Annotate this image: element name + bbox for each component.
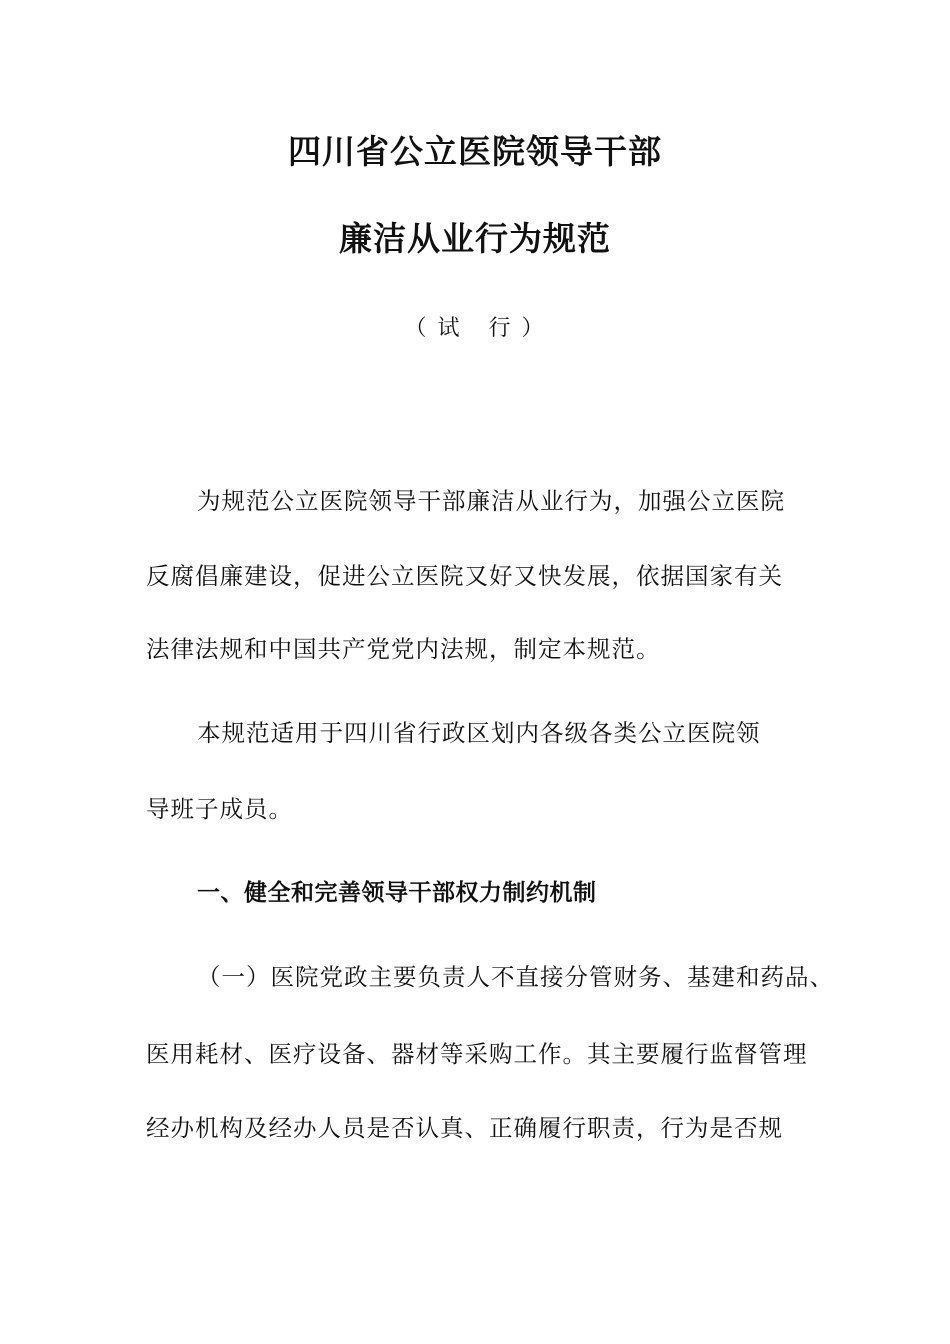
section-1-heading: 一、健全和完善领导干部权力制约机制 xyxy=(197,880,597,906)
document-title-line-1: 四川省公立医院领导干部 xyxy=(288,132,662,171)
document-title-line-2: 廉洁从业行为规范 xyxy=(339,219,611,258)
paragraph-3-line-1: （一）医院党政主要负责人不直接分管财务、基建和药品、 xyxy=(197,963,834,991)
paragraph-3-line-3: 经办机构及经办人员是否认真、正确履行职责，行为是否规 xyxy=(146,1114,783,1142)
paragraph-1-line-3: 法律法规和中国共产党党内法规，制定本规范。 xyxy=(146,635,661,663)
paragraph-2-line-1: 本规范适用于四川省行政区划内各级各类公立医院领 xyxy=(197,719,761,747)
paragraph-3-line-2: 医用耗材、医疗设备、器材等采购工作。其主要履行监督管理 xyxy=(146,1040,808,1068)
paragraph-1-line-1: 为规范公立医院领导干部廉洁从业行为，加强公立医院 xyxy=(197,487,785,515)
paragraph-1-line-2: 反腐倡廉建设，促进公立医院又好又快发展，依据国家有关 xyxy=(146,562,783,590)
document-subtitle: （ 试 行 ） xyxy=(404,316,546,341)
paragraph-2-line-2: 导班子成员。 xyxy=(146,795,293,823)
